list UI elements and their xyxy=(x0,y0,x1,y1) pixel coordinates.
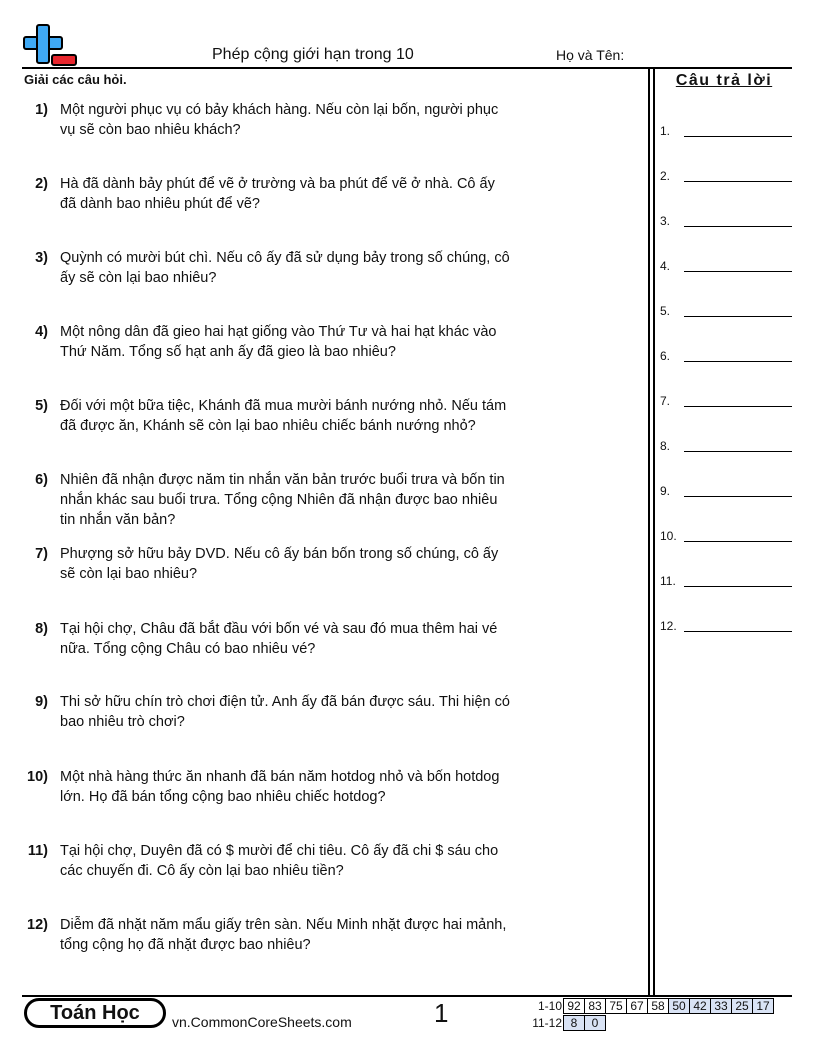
instructions: Giải các câu hỏi. xyxy=(24,72,127,87)
answer-blank xyxy=(684,451,792,452)
score-row-label: 11-12 xyxy=(532,1016,562,1030)
question-number: 6) xyxy=(35,472,48,488)
score-cell: 8 xyxy=(563,1015,585,1031)
score-cell: 67 xyxy=(626,998,648,1014)
answer-blank xyxy=(684,631,792,632)
site-url: vn.CommonCoreSheets.com xyxy=(172,1014,352,1030)
score-cell: 83 xyxy=(584,998,606,1014)
answer-number: 8. xyxy=(660,439,671,453)
answer-blank xyxy=(684,496,792,497)
answer-blank xyxy=(684,181,792,182)
score-cell: 75 xyxy=(605,998,627,1014)
question-text: Tại hội chợ, Duyên đã có $ mười để chi tiêu. Cô ấy đã chi $ sáu cho các chuyến đi. Cô ấy còn lại bao nhiêu tiền? xyxy=(60,843,499,879)
answer-number: 4. xyxy=(660,259,671,273)
score-cell: 25 xyxy=(731,998,753,1014)
question-text: Tại hội chợ, Châu đã bắt đầu với bốn vé và sau đó mua thêm hai vé nữa. Tổng cộng Châu có bao nhiêu vé? xyxy=(60,621,498,657)
answer-number: 9. xyxy=(660,484,671,498)
answer-number: 11. xyxy=(660,574,676,588)
page-title: Phép cộng giới hạn trong 10 xyxy=(212,46,414,63)
answer-number: 12. xyxy=(660,619,677,633)
answer-line[interactable] xyxy=(660,619,794,639)
question-number: 8) xyxy=(35,621,48,637)
answer-line[interactable] xyxy=(660,214,794,234)
answer-number: 2. xyxy=(660,169,671,183)
question-number: 3) xyxy=(35,250,48,266)
question-text: Hà đã dành bảy phút để vẽ ở trường và ba phút để vẽ ở nhà. Cô ấy đã dành bao nhiêu phút để vẽ? xyxy=(60,176,495,212)
score-cell: 33 xyxy=(710,998,732,1014)
score-cell: 0 xyxy=(584,1015,606,1031)
score-row-label: 1-10 xyxy=(537,999,562,1013)
score-cell: 50 xyxy=(668,998,690,1014)
answer-line[interactable] xyxy=(660,304,794,324)
question-number: 1) xyxy=(35,102,48,118)
answer-line[interactable] xyxy=(660,529,794,549)
answer-blank xyxy=(684,271,792,272)
page-number: 1 xyxy=(434,998,449,1028)
question-number: 2) xyxy=(35,176,48,192)
answer-line[interactable] xyxy=(660,124,794,144)
brand-logo: Toán Học xyxy=(24,998,166,1028)
question-number: 10) xyxy=(27,769,48,785)
question-number: 9) xyxy=(35,694,48,710)
answer-number: 1. xyxy=(660,124,671,138)
answer-blank xyxy=(684,586,792,587)
score-cell: 42 xyxy=(689,998,711,1014)
answer-number: 7. xyxy=(660,394,671,408)
footer-divider xyxy=(22,995,792,997)
score-cell: 17 xyxy=(752,998,774,1014)
answer-number: 5. xyxy=(660,304,671,318)
question-text: Đối với một bữa tiệc, Khánh đã mua mười bánh nướng nhỏ. Nếu tám đã được ăn, Khánh sẽ còn lại bao nhiêu chiếc bánh nướng nhỏ? xyxy=(60,398,507,434)
question-number: 7) xyxy=(35,546,48,562)
answer-line[interactable] xyxy=(660,349,794,369)
question-text: Một nhà hàng thức ăn nhanh đã bán năm hotdog nhỏ và bốn hotdog lớn. Họ đã bán tổng cộng bao nhiêu chiếc hotdog? xyxy=(60,769,500,805)
answer-number: 6. xyxy=(660,349,671,363)
answer-column-divider xyxy=(648,68,650,996)
answer-blank xyxy=(684,136,792,137)
answer-blank xyxy=(684,226,792,227)
answer-line[interactable] xyxy=(660,169,794,189)
question-text: Quỳnh có mười bút chì. Nếu cô ấy đã sử dụng bảy trong số chúng, cô ấy sẽ còn lại bao nhiêu? xyxy=(60,250,510,286)
answer-blank xyxy=(684,316,792,317)
question-number: 12) xyxy=(27,917,48,933)
question-text: Thi sở hữu chín trò chơi điện tử. Anh ấy đã bán được sáu. Thi hiện có bao nhiêu trò chơi? xyxy=(60,694,510,730)
answer-line[interactable] xyxy=(660,394,794,414)
question-text: Phượng sở hữu bảy DVD. Nếu cô ấy bán bốn trong số chúng, cô ấy sẽ còn lại bao nhiêu? xyxy=(60,546,499,582)
question-text: Diễm đã nhặt năm mẩu giấy trên sàn. Nếu Minh nhặt được hai mảnh, tổng cộng họ đã nhặt được bao nhiêu? xyxy=(60,917,507,953)
answer-line[interactable] xyxy=(660,484,794,504)
answer-number: 3. xyxy=(660,214,671,228)
question-number: 4) xyxy=(35,324,48,340)
answer-line[interactable] xyxy=(660,259,794,279)
answer-line[interactable] xyxy=(660,574,794,594)
question-text: Một nông dân đã gieo hai hạt giống vào Thứ Tư và hai hạt khác vào Thứ Năm. Tổng số hạt anh ấy đã gieo là bao nhiêu? xyxy=(60,324,497,360)
header-divider xyxy=(22,67,792,69)
score-cell: 92 xyxy=(563,998,585,1014)
answer-blank xyxy=(684,361,792,362)
answer-blank xyxy=(684,541,792,542)
question-text: Một người phục vụ có bảy khách hàng. Nếu còn lại bốn, người phục vụ sẽ còn bao nhiêu khách? xyxy=(60,102,499,138)
answer-column-divider-inner xyxy=(653,68,655,996)
answer-key-title: Câu trả lời xyxy=(675,72,773,89)
answer-blank xyxy=(684,406,792,407)
name-label: Họ và Tên: xyxy=(556,47,625,63)
question-number: 5) xyxy=(35,398,48,414)
score-cell: 58 xyxy=(647,998,669,1014)
answer-number: 10. xyxy=(660,529,677,543)
answer-line[interactable] xyxy=(660,439,794,459)
plus-minus-logo-icon xyxy=(22,24,78,68)
question-text: Nhiên đã nhận được năm tin nhắn văn bản trước buổi trưa và bốn tin nhắn khác sau buổi trưa. Tổng cộng Nhiên đã nhận được bao nhiêu tin nhắn văn bản? xyxy=(60,472,505,528)
question-number: 11) xyxy=(27,843,48,859)
